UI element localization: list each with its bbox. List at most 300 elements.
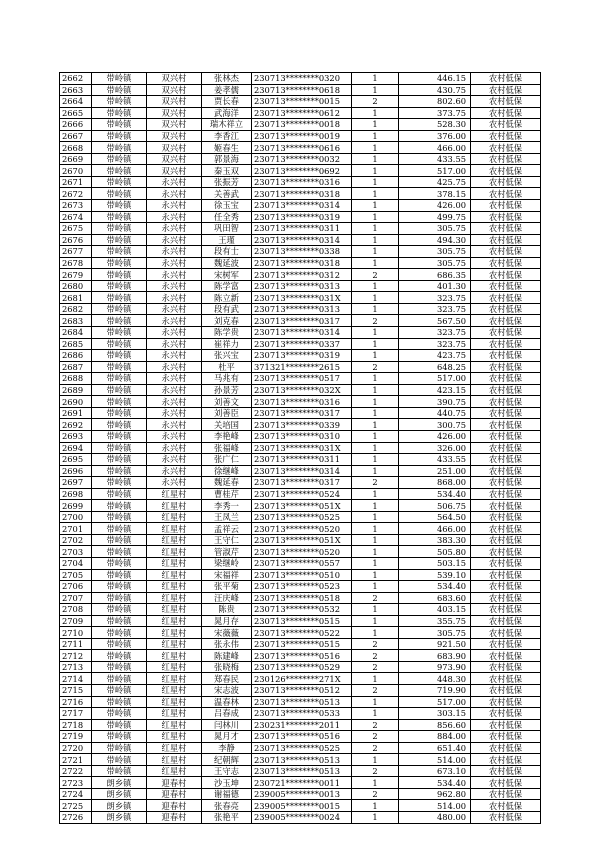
person-name-cell: 张兴宝	[202, 350, 252, 362]
amount-cell: 383.30	[399, 534, 471, 546]
household-size-cell: 1	[352, 534, 399, 546]
row-number-cell: 2705	[60, 569, 92, 581]
assistance-type-cell: 农村低保	[471, 396, 541, 408]
amount-cell: 884.00	[399, 731, 471, 743]
town-cell: 带岭镇	[92, 223, 147, 235]
town-cell: 带岭镇	[92, 430, 147, 442]
amount-cell: 856.60	[399, 719, 471, 731]
assistance-type-cell: 农村低保	[471, 223, 541, 235]
amount-cell: 300.75	[399, 419, 471, 431]
row-number-cell: 2681	[60, 292, 92, 304]
amount-cell: 651.40	[399, 742, 471, 754]
assistance-type-cell: 农村低保	[471, 788, 541, 800]
id-number-cell: 230713********0510	[252, 569, 352, 581]
town-cell: 带岭镇	[92, 604, 147, 616]
town-cell: 带岭镇	[92, 627, 147, 639]
table-row	[60, 673, 541, 685]
assistance-type-cell: 农村低保	[471, 546, 541, 558]
amount-cell: 305.75	[399, 627, 471, 639]
row-number-cell: 2714	[60, 673, 92, 685]
assistance-type-cell: 农村低保	[471, 315, 541, 327]
village-cell: 双兴村	[147, 96, 202, 108]
town-cell: 带岭镇	[92, 731, 147, 743]
town-cell: 朗乡镇	[92, 812, 147, 824]
assistance-type-cell: 农村低保	[471, 638, 541, 650]
id-number-cell: 230713********0515	[252, 615, 352, 627]
row-number-cell: 2669	[60, 153, 92, 165]
id-number-cell: 239005********0024	[252, 812, 352, 824]
id-number-cell: 230713********0018	[252, 119, 352, 131]
assistance-type-cell: 农村低保	[471, 269, 541, 281]
village-cell: 红星村	[147, 731, 202, 743]
assistance-type-cell: 农村低保	[471, 292, 541, 304]
row-number-cell: 2674	[60, 211, 92, 223]
amount-cell: 564.50	[399, 511, 471, 523]
town-cell: 带岭镇	[92, 257, 147, 269]
table-row	[60, 280, 541, 292]
household-size-cell: 2	[352, 315, 399, 327]
person-name-cell: 陈立新	[202, 292, 252, 304]
amount-cell: 355.75	[399, 615, 471, 627]
id-number-cell: 230713********0524	[252, 488, 352, 500]
assistance-type-cell: 农村低保	[471, 119, 541, 131]
household-size-cell: 1	[352, 153, 399, 165]
row-number-cell: 2694	[60, 442, 92, 454]
person-name-cell: 郑春民	[202, 673, 252, 685]
person-name-cell: 陈学贵	[202, 327, 252, 339]
row-number-cell: 2722	[60, 765, 92, 777]
village-cell: 永兴村	[147, 246, 202, 258]
town-cell: 带岭镇	[92, 661, 147, 673]
assistance-type-cell: 农村低保	[471, 465, 541, 477]
household-size-cell: 1	[352, 557, 399, 569]
table-row	[60, 176, 541, 188]
assistance-type-cell: 农村低保	[471, 661, 541, 673]
village-cell: 永兴村	[147, 269, 202, 281]
id-number-cell: 230713********0320	[252, 73, 352, 85]
amount-cell: 534.40	[399, 581, 471, 593]
amount-cell: 505.80	[399, 546, 471, 558]
amount-cell: 534.40	[399, 777, 471, 789]
person-name-cell: 刘克春	[202, 315, 252, 327]
town-cell: 带岭镇	[92, 511, 147, 523]
table-row	[60, 546, 541, 558]
person-name-cell: 温春林	[202, 696, 252, 708]
town-cell: 带岭镇	[92, 269, 147, 281]
table-row	[60, 812, 541, 824]
row-number-cell: 2723	[60, 777, 92, 789]
village-cell: 迎春村	[147, 788, 202, 800]
assistance-type-cell: 农村低保	[471, 534, 541, 546]
household-size-cell: 2	[352, 788, 399, 800]
person-name-cell: 张艳平	[202, 812, 252, 824]
village-cell: 永兴村	[147, 200, 202, 212]
household-size-cell: 1	[352, 604, 399, 616]
amount-cell: 683.60	[399, 592, 471, 604]
amount-cell: 305.75	[399, 257, 471, 269]
assistance-type-cell: 农村低保	[471, 373, 541, 385]
person-name-cell: 张平菊	[202, 581, 252, 593]
village-cell: 永兴村	[147, 407, 202, 419]
table-row	[60, 234, 541, 246]
household-size-cell: 2	[352, 477, 399, 489]
person-name-cell: 管淑芹	[202, 546, 252, 558]
town-cell: 带岭镇	[92, 454, 147, 466]
town-cell: 带岭镇	[92, 315, 147, 327]
household-size-cell: 2	[352, 269, 399, 281]
row-number-cell: 2688	[60, 373, 92, 385]
table-row	[60, 350, 541, 362]
village-cell: 永兴村	[147, 419, 202, 431]
assistance-type-cell: 农村低保	[471, 234, 541, 246]
row-number-cell: 2698	[60, 488, 92, 500]
village-cell: 红星村	[147, 754, 202, 766]
table-row	[60, 650, 541, 662]
assistance-type-cell: 农村低保	[471, 96, 541, 108]
household-size-cell: 1	[352, 107, 399, 119]
id-number-cell: 230713********0512	[252, 684, 352, 696]
row-number-cell: 2697	[60, 477, 92, 489]
town-cell: 带岭镇	[92, 708, 147, 720]
assistance-type-cell: 农村低保	[471, 361, 541, 373]
id-number-cell: 230713********0516	[252, 650, 352, 662]
village-cell: 红星村	[147, 650, 202, 662]
table-row	[60, 465, 541, 477]
assistance-type-cell: 农村低保	[471, 569, 541, 581]
town-cell: 带岭镇	[92, 200, 147, 212]
id-number-cell: 230713********0616	[252, 142, 352, 154]
row-number-cell: 2713	[60, 661, 92, 673]
person-name-cell: 段有士	[202, 246, 252, 258]
town-cell: 朗乡镇	[92, 788, 147, 800]
table-row	[60, 200, 541, 212]
assistance-type-cell: 农村低保	[471, 84, 541, 96]
table-row	[60, 788, 541, 800]
household-size-cell: 1	[352, 800, 399, 812]
town-cell: 带岭镇	[92, 361, 147, 373]
row-number-cell: 2707	[60, 592, 92, 604]
household-size-cell: 1	[352, 292, 399, 304]
town-cell: 带岭镇	[92, 396, 147, 408]
amount-cell: 323.75	[399, 303, 471, 315]
assistance-type-cell: 农村低保	[471, 765, 541, 777]
row-number-cell: 2689	[60, 384, 92, 396]
row-number-cell: 2691	[60, 407, 92, 419]
row-number-cell: 2700	[60, 511, 92, 523]
household-size-cell: 1	[352, 73, 399, 85]
person-name-cell: 谢福德	[202, 788, 252, 800]
household-size-cell: 1	[352, 696, 399, 708]
assistance-type-cell: 农村低保	[471, 142, 541, 154]
household-size-cell: 1	[352, 280, 399, 292]
village-cell: 永兴村	[147, 188, 202, 200]
household-size-cell: 2	[352, 650, 399, 662]
household-size-cell: 1	[352, 350, 399, 362]
town-cell: 带岭镇	[92, 292, 147, 304]
person-name-cell: 张永伟	[202, 638, 252, 650]
table-row	[60, 581, 541, 593]
town-cell: 带岭镇	[92, 615, 147, 627]
amount-cell: 466.00	[399, 142, 471, 154]
household-size-cell: 1	[352, 384, 399, 396]
village-cell: 红星村	[147, 581, 202, 593]
amount-cell: 376.00	[399, 130, 471, 142]
row-number-cell: 2680	[60, 280, 92, 292]
town-cell: 带岭镇	[92, 742, 147, 754]
person-name-cell: 贾长春	[202, 96, 252, 108]
town-cell: 朗乡镇	[92, 800, 147, 812]
village-cell: 双兴村	[147, 84, 202, 96]
table-row	[60, 223, 541, 235]
person-name-cell: 汪庆峰	[202, 592, 252, 604]
village-cell: 红星村	[147, 638, 202, 650]
assistance-type-cell: 农村低保	[471, 176, 541, 188]
relief-roster-table	[59, 72, 541, 824]
village-cell: 永兴村	[147, 327, 202, 339]
person-name-cell: 晁月存	[202, 615, 252, 627]
person-name-cell: 张福峰	[202, 442, 252, 454]
village-cell: 双兴村	[147, 165, 202, 177]
table-row	[60, 800, 541, 812]
person-name-cell: 徐继峰	[202, 465, 252, 477]
table-row	[60, 257, 541, 269]
town-cell: 带岭镇	[92, 442, 147, 454]
town-cell: 带岭镇	[92, 592, 147, 604]
person-name-cell: 晁月才	[202, 731, 252, 743]
person-name-cell: 宋树军	[202, 269, 252, 281]
assistance-type-cell: 农村低保	[471, 523, 541, 535]
village-cell: 红星村	[147, 696, 202, 708]
person-name-cell: 宋福祥	[202, 569, 252, 581]
town-cell: 带岭镇	[92, 350, 147, 362]
amount-cell: 686.35	[399, 269, 471, 281]
village-cell: 永兴村	[147, 223, 202, 235]
assistance-type-cell: 农村低保	[471, 73, 541, 85]
household-size-cell: 2	[352, 592, 399, 604]
amount-cell: 448.30	[399, 673, 471, 685]
village-cell: 永兴村	[147, 315, 202, 327]
person-name-cell: 曹桂芹	[202, 488, 252, 500]
person-name-cell: 张广仁	[202, 454, 252, 466]
id-number-cell: 230713********0314	[252, 200, 352, 212]
table-row	[60, 430, 541, 442]
person-name-cell: 张晓梅	[202, 661, 252, 673]
town-cell: 带岭镇	[92, 465, 147, 477]
id-number-cell: 230713********0316	[252, 176, 352, 188]
village-cell: 红星村	[147, 684, 202, 696]
household-size-cell: 2	[352, 661, 399, 673]
row-number-cell: 2709	[60, 615, 92, 627]
amount-cell: 378.15	[399, 188, 471, 200]
id-number-cell: 230713********0339	[252, 419, 352, 431]
assistance-type-cell: 农村低保	[471, 731, 541, 743]
assistance-type-cell: 农村低保	[471, 280, 541, 292]
assistance-type-cell: 农村低保	[471, 384, 541, 396]
amount-cell: 401.30	[399, 280, 471, 292]
village-cell: 红星村	[147, 488, 202, 500]
household-size-cell: 1	[352, 119, 399, 131]
village-cell: 红星村	[147, 546, 202, 558]
assistance-type-cell: 农村低保	[471, 477, 541, 489]
row-number-cell: 2717	[60, 708, 92, 720]
table-row	[60, 84, 541, 96]
household-size-cell: 2	[352, 684, 399, 696]
amount-cell: 323.75	[399, 292, 471, 304]
table-row	[60, 119, 541, 131]
assistance-type-cell: 农村低保	[471, 257, 541, 269]
village-cell: 红星村	[147, 742, 202, 754]
town-cell: 带岭镇	[92, 696, 147, 708]
assistance-type-cell: 农村低保	[471, 557, 541, 569]
person-name-cell: 张林杰	[202, 73, 252, 85]
table-row	[60, 384, 541, 396]
village-cell: 红星村	[147, 557, 202, 569]
assistance-type-cell: 农村低保	[471, 200, 541, 212]
row-number-cell: 2668	[60, 142, 92, 154]
table-row	[60, 396, 541, 408]
town-cell: 带岭镇	[92, 765, 147, 777]
id-number-cell: 230713********0313	[252, 303, 352, 315]
amount-cell: 303.15	[399, 708, 471, 720]
assistance-type-cell: 农村低保	[471, 419, 541, 431]
amount-cell: 480.00	[399, 812, 471, 824]
village-cell: 红星村	[147, 661, 202, 673]
id-number-cell: 230713********0525	[252, 742, 352, 754]
amount-cell: 305.75	[399, 246, 471, 258]
household-size-cell: 1	[352, 338, 399, 350]
id-number-cell: 230713********0313	[252, 280, 352, 292]
household-size-cell: 1	[352, 511, 399, 523]
household-size-cell: 1	[352, 211, 399, 223]
table-row	[60, 696, 541, 708]
household-size-cell: 1	[352, 777, 399, 789]
id-number-cell: 230713********0318	[252, 188, 352, 200]
amount-cell: 373.75	[399, 107, 471, 119]
row-number-cell: 2719	[60, 731, 92, 743]
id-number-cell: 230713********0529	[252, 661, 352, 673]
row-number-cell: 2667	[60, 130, 92, 142]
town-cell: 带岭镇	[92, 581, 147, 593]
town-cell: 带岭镇	[92, 107, 147, 119]
id-number-cell: 230713********051X	[252, 534, 352, 546]
town-cell: 带岭镇	[92, 673, 147, 685]
table-row	[60, 661, 541, 673]
assistance-type-cell: 农村低保	[471, 604, 541, 616]
row-number-cell: 2703	[60, 546, 92, 558]
assistance-type-cell: 农村低保	[471, 650, 541, 662]
amount-cell: 426.00	[399, 430, 471, 442]
town-cell: 带岭镇	[92, 234, 147, 246]
household-size-cell: 1	[352, 419, 399, 431]
amount-cell: 973.90	[399, 661, 471, 673]
table-row	[60, 419, 541, 431]
row-number-cell: 2675	[60, 223, 92, 235]
row-number-cell: 2718	[60, 719, 92, 731]
amount-cell: 683.90	[399, 650, 471, 662]
village-cell: 红星村	[147, 523, 202, 535]
assistance-type-cell: 农村低保	[471, 812, 541, 824]
assistance-type-cell: 农村低保	[471, 800, 541, 812]
household-size-cell: 1	[352, 327, 399, 339]
village-cell: 红星村	[147, 511, 202, 523]
person-name-cell: 关培国	[202, 419, 252, 431]
table-row	[60, 269, 541, 281]
row-number-cell: 2683	[60, 315, 92, 327]
row-number-cell: 2672	[60, 188, 92, 200]
household-size-cell: 1	[352, 569, 399, 581]
row-number-cell: 2685	[60, 338, 92, 350]
table-row	[60, 165, 541, 177]
id-number-cell: 230713********0317	[252, 407, 352, 419]
village-cell: 永兴村	[147, 176, 202, 188]
household-size-cell: 1	[352, 430, 399, 442]
assistance-type-cell: 农村低保	[471, 327, 541, 339]
assistance-type-cell: 农村低保	[471, 581, 541, 593]
table-row	[60, 373, 541, 385]
village-cell: 红星村	[147, 592, 202, 604]
person-name-cell: 陈学富	[202, 280, 252, 292]
amount-cell: 430.75	[399, 84, 471, 96]
person-name-cell: 沙玉坤	[202, 777, 252, 789]
id-number-cell: 230713********0513	[252, 696, 352, 708]
household-size-cell: 2	[352, 731, 399, 743]
table-row	[60, 454, 541, 466]
amount-cell: 517.00	[399, 696, 471, 708]
village-cell: 永兴村	[147, 465, 202, 477]
amount-cell: 534.40	[399, 488, 471, 500]
assistance-type-cell: 农村低保	[471, 246, 541, 258]
household-size-cell: 1	[352, 200, 399, 212]
table-body	[60, 73, 541, 824]
town-cell: 带岭镇	[92, 130, 147, 142]
amount-cell: 251.00	[399, 465, 471, 477]
table-row	[60, 742, 541, 754]
person-name-cell: 宋志波	[202, 684, 252, 696]
id-number-cell: 230713********0513	[252, 765, 352, 777]
amount-cell: 494.30	[399, 234, 471, 246]
village-cell: 红星村	[147, 673, 202, 685]
row-number-cell: 2702	[60, 534, 92, 546]
table-row	[60, 731, 541, 743]
table-row	[60, 338, 541, 350]
town-cell: 带岭镇	[92, 557, 147, 569]
town-cell: 带岭镇	[92, 176, 147, 188]
town-cell: 带岭镇	[92, 211, 147, 223]
household-size-cell: 1	[352, 165, 399, 177]
village-cell: 双兴村	[147, 130, 202, 142]
amount-cell: 517.00	[399, 373, 471, 385]
household-size-cell: 1	[352, 454, 399, 466]
table-row	[60, 442, 541, 454]
village-cell: 双兴村	[147, 153, 202, 165]
row-number-cell: 2665	[60, 107, 92, 119]
table-row	[60, 604, 541, 616]
assistance-type-cell: 农村低保	[471, 511, 541, 523]
table-row	[60, 684, 541, 696]
row-number-cell: 2715	[60, 684, 92, 696]
table-row	[60, 765, 541, 777]
household-size-cell: 1	[352, 523, 399, 535]
town-cell: 带岭镇	[92, 407, 147, 419]
id-number-cell: 230713********0311	[252, 454, 352, 466]
id-number-cell: 230713********0618	[252, 84, 352, 96]
amount-cell: 326.00	[399, 442, 471, 454]
table-row	[60, 142, 541, 154]
town-cell: 带岭镇	[92, 188, 147, 200]
table-row	[60, 315, 541, 327]
person-name-cell: 刘善臣	[202, 407, 252, 419]
row-number-cell: 2726	[60, 812, 92, 824]
